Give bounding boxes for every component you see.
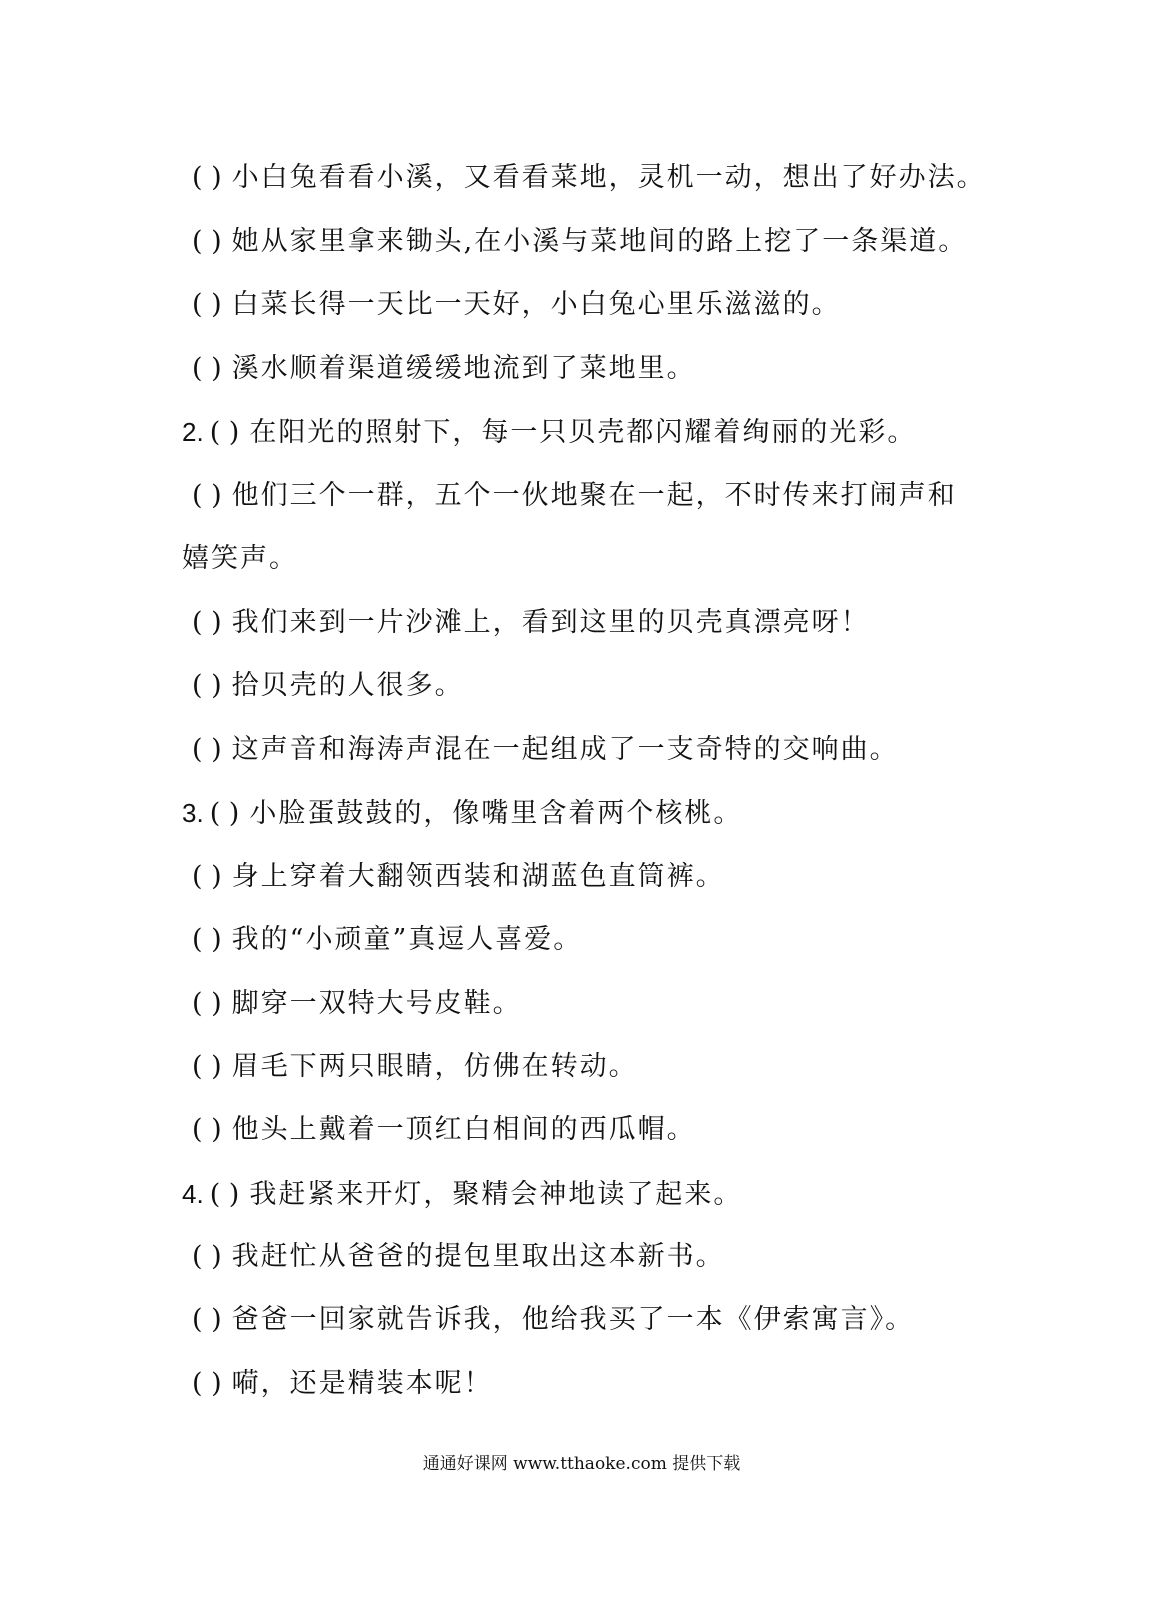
question-number: 4.	[182, 1179, 204, 1209]
answer-blank: ( )	[192, 1051, 222, 1082]
sentence-continuation	[182, 541, 298, 577]
question-2-first-line	[182, 414, 916, 451]
sentence-text: 他们三个一群，五个一伙地聚在一起，不时传来打闹声和	[231, 480, 957, 511]
answer-blank: ( )	[192, 226, 222, 257]
sentence-text: 溪水顺着渠道缓缓地流到了菜地里。	[231, 353, 696, 384]
answer-blank: ( )	[192, 480, 222, 511]
question-4-first-line	[182, 1176, 742, 1213]
sentence-text: 在阳光的照射下，每一只贝壳都闪耀着绚丽的光彩。	[249, 417, 917, 448]
sentence-text: 小白兔看看小溪，又看看菜地，灵机一动，想出了好办法。	[231, 162, 986, 193]
sentence-text: 身上穿着大翻领西装和湖蓝色直筒裤。	[231, 861, 725, 892]
sentence-line	[192, 605, 870, 641]
sentence-line	[192, 1366, 493, 1402]
answer-blank: ( )	[192, 607, 222, 638]
sentence-line	[192, 668, 464, 704]
answer-blank: ( )	[192, 988, 222, 1019]
sentence-line	[192, 478, 957, 514]
answer-blank: ( )	[192, 1304, 222, 1335]
sentence-text: 爸爸一回家就告诉我，他给我买了一本《伊索寓言》。	[231, 1304, 915, 1335]
answer-blank: ( )	[192, 670, 222, 701]
sentence-line	[192, 1049, 638, 1085]
answer-blank: ( )	[192, 1368, 222, 1399]
answer-blank: ( )	[192, 1241, 222, 1272]
sentence-line	[192, 1239, 725, 1275]
page-footer: 通通好课网 www.tthaoke.com 提供下载	[422, 1454, 741, 1474]
question-number: 2.	[182, 417, 204, 447]
sentence-text: 我们来到一片沙滩上，看到这里的贝壳真漂亮呀！	[231, 607, 870, 638]
sentence-line	[192, 224, 967, 260]
sentence-text: 嗬，还是精装本呢！	[231, 1368, 493, 1399]
sentence-text: 小脸蛋鼓鼓的，像嘴里含着两个核桃。	[249, 798, 743, 829]
sentence-line	[192, 351, 696, 387]
answer-blank: ( )	[209, 1179, 240, 1210]
sentence-text: 白菜长得一天比一天好，小白兔心里乐滋滋的。	[231, 289, 841, 320]
sentence-line	[192, 160, 986, 196]
answer-blank: ( )	[192, 289, 222, 320]
sentence-text: 拾贝壳的人很多。	[231, 670, 464, 701]
answer-blank: ( )	[192, 924, 222, 955]
answer-blank: ( )	[192, 353, 222, 384]
sentence-text: 这声音和海涛声混在一起组成了一支奇特的交响曲。	[231, 734, 899, 765]
sentence-text: 我赶紧来开灯，聚精会神地读了起来。	[249, 1179, 743, 1210]
answer-blank: ( )	[192, 734, 222, 765]
sentence-text: 眉毛下两只眼睛，仿佛在转动。	[231, 1051, 638, 1082]
sentence-text: 我的“小顽童”真逗人喜爱。	[231, 924, 583, 955]
question-number: 3.	[182, 798, 204, 828]
sentence-line	[192, 1302, 914, 1338]
sentence-line	[192, 1112, 696, 1148]
sentence-text: 她从家里拿来锄头,在小溪与菜地间的路上挖了一条渠道。	[231, 226, 968, 257]
sentence-text: 脚穿一双特大号皮鞋。	[231, 988, 522, 1019]
sentence-line	[192, 732, 899, 768]
sentence-text: 嬉笑声。	[182, 543, 298, 574]
answer-blank: ( )	[192, 162, 222, 193]
sentence-text: 我赶忙从爸爸的提包里取出这本新书。	[231, 1241, 725, 1272]
question-3-first-line	[182, 795, 742, 832]
answer-blank: ( )	[209, 798, 240, 829]
answer-blank: ( )	[209, 417, 240, 448]
sentence-text: 他头上戴着一顶红白相间的西瓜帽。	[231, 1114, 696, 1145]
answer-blank: ( )	[192, 861, 222, 892]
sentence-line	[192, 986, 522, 1022]
answer-blank: ( )	[192, 1114, 222, 1145]
sentence-line	[192, 859, 725, 895]
sentence-line	[192, 287, 841, 323]
sentence-line	[192, 922, 582, 958]
